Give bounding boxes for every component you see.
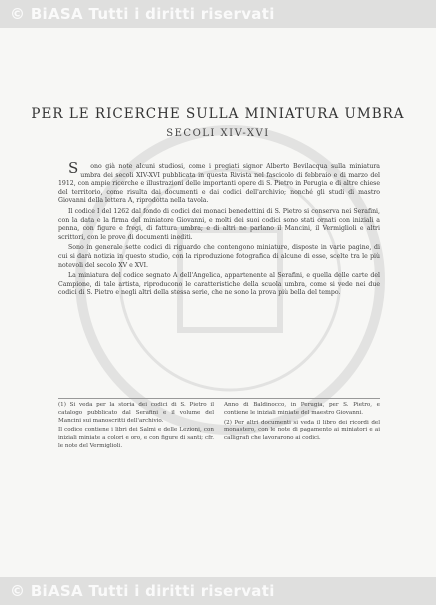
article-subtitle: SECOLI XIV-XVI — [166, 128, 270, 139]
footnotes-right-column — [224, 402, 380, 453]
footnote: Il codice contiene i libri dei Salmi e delle Lezioni, con iniziali miniate a colori e oro, e con figure di santi; cfr. le note del Vermiglioli. — [58, 427, 214, 449]
footnote: (1) Si veda per la storia dei codici di S. Pietro il catalogo pubblicato dal Serafini e il volume del Mancini sui manoscritti dell'archivio. — [58, 402, 214, 424]
paragraph: La miniatura del codice segnato A dell'Angelica, appartenente al Serafini, e quella delle carte del Campione, di tale artista, riproducono le caratteristiche della scuola umbra, come si vede nei due codici di S. Pietro e negli altri della stessa serie, che ne sono la prova più bella del tempo. — [58, 272, 380, 297]
footnote-divider — [58, 398, 380, 399]
footnote: Anno di Baldinocco, in Perugia, per S. Pietro, e contiene le iniziali miniate del maestro Giovanni. — [224, 402, 380, 416]
footnotes — [58, 402, 380, 453]
paragraph: S ono già note alcuni studiosi, come i pregiati signor Alberto Bevilacqua sulla miniatura umbra dei secoli XIV-XVI pubblicata in questa Rivista nel fascicolo di febbraio e di marzo del 1912, con ampie ricerche e illustrazioni delle importanti opere di S. Pietro in Perugia e di altre chiese del territorio, come risulta dai documenti e dai codici dell'archivio; nonché gli studi di mastro Giovanni della lettera A, riprodotta nella tavola. — [58, 159, 380, 205]
paragraph: Sono in generale sette codici di riguardo che contengono miniature, disposte in varie pagine, di cui si darà notizia in questo studio, con la riproduzione fotografica di alcune di esse, scelte tra le più notevoli del secolo XV e XVI. — [58, 244, 380, 269]
footnotes-left-column — [58, 402, 214, 453]
watermark-banner-top — [0, 0, 436, 28]
article-title: PER LE RICERCHE SULLA MINIATURA UMBRA — [31, 106, 405, 122]
watermark-text-bottom: © BiASA Tutti i diritti riservati — [10, 582, 275, 600]
watermark-banner-bottom — [0, 577, 436, 605]
footnote: (2) Per altri documenti si veda il libro dei ricordi del monastero, con le note di pagamento ai miniatori e ai calligrafi che lavorarono ai codici. — [224, 419, 380, 442]
drop-cap: S — [68, 159, 79, 177]
paragraph: Il codice I del 1262 dal fondo di codici dei monaci benedettini di S. Pietro si conserva nei Serafini, con la data e la firma del miniatore Giovanni, e molti dei suoi codici sono stati ornati con iniziali a penna, con figure e fregi, di fattura umbra; e di altri ne parlano il Mancini, il Vermiglioli e altri scrittori, con le prove di documenti inediti. — [58, 207, 380, 241]
article-body — [58, 159, 380, 300]
watermark-text-top: © BiASA Tutti i diritti riservati — [10, 5, 275, 23]
